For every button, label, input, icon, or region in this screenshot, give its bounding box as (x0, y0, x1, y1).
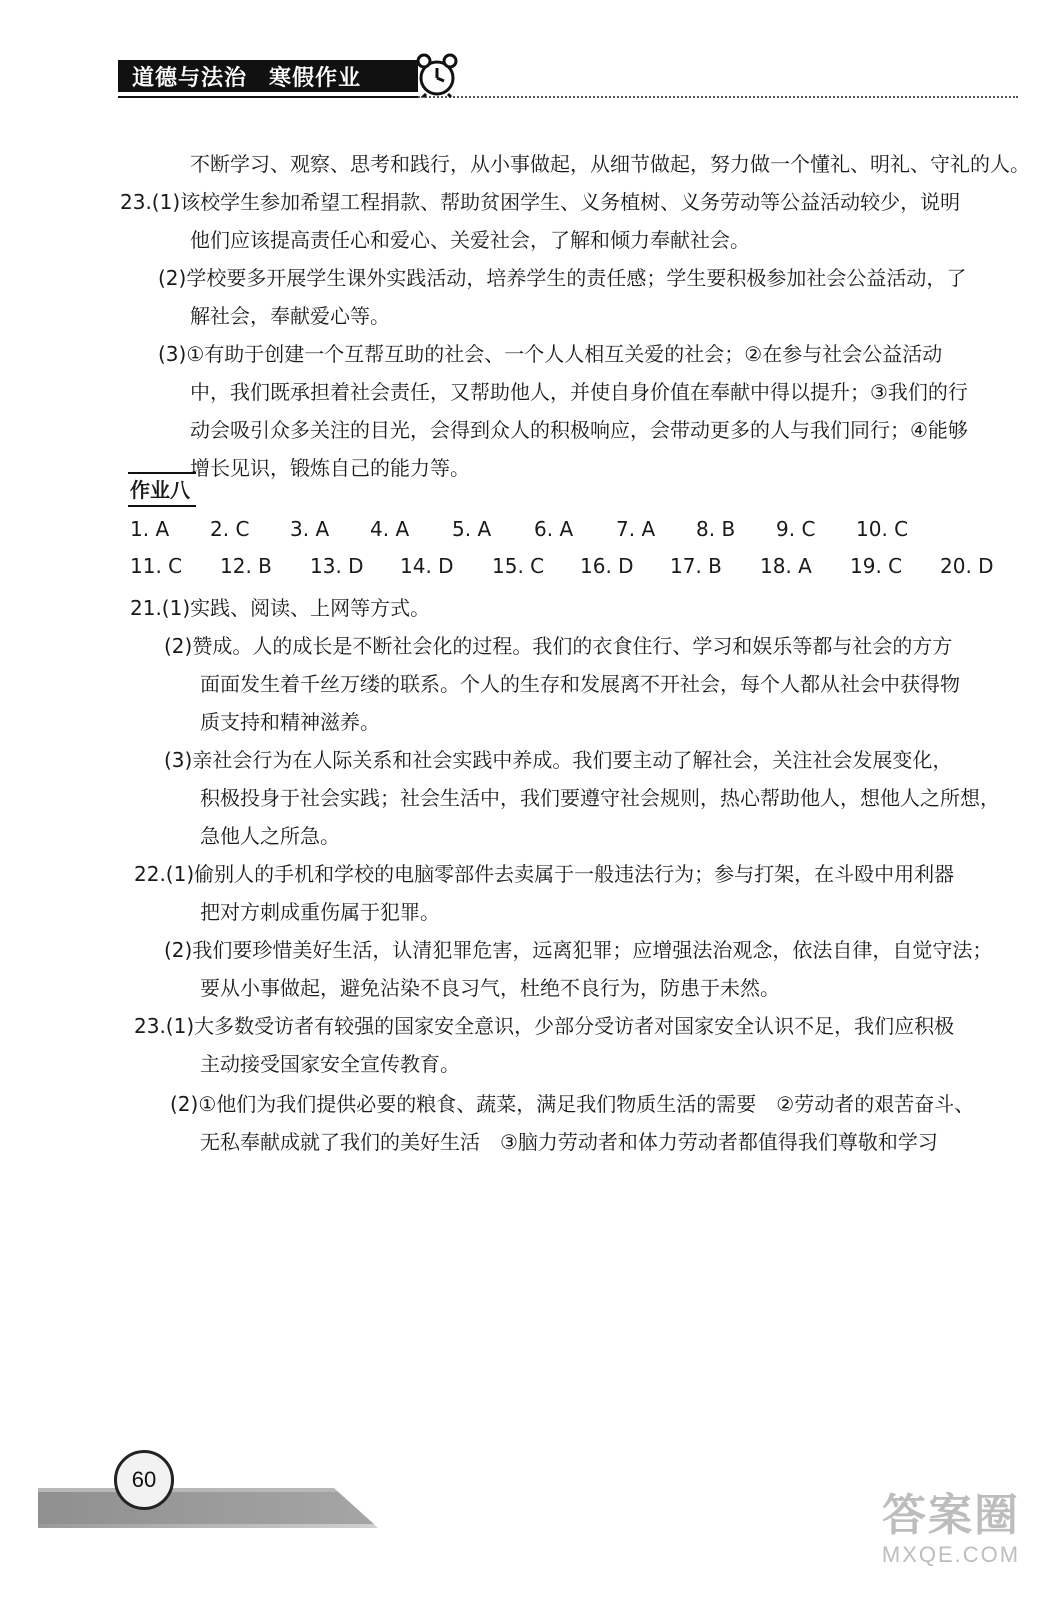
answer-line: 增长见识，锻炼自己的能力等。 (190, 456, 470, 480)
answer-line: 不断学习、观察、思考和践行，从小事做起，从细节做起，努力做一个懂礼、明礼、守礼的人。 (190, 152, 1030, 176)
section-title: 作业八 (128, 472, 196, 507)
mc-answer: 11. C (130, 554, 183, 578)
page-header (118, 52, 1018, 102)
answer-line: 23.(1)大多数受访者有较强的国家安全意识，少部分受访者对国家安全认识不足，我们应积极 (134, 1014, 955, 1038)
answer-line: (2)学校要多开展学生课外实践活动，培养学生的责任感；学生要积极参加社会公益活动，了 (158, 266, 967, 290)
answer-line: 动会吸引众多关注的目光，会得到众人的积极响应，会带动更多的人与我们同行；④能够 (190, 418, 968, 442)
mc-answer: 9. C (776, 517, 816, 541)
mc-answer: 17. B (670, 554, 722, 578)
mc-answer: 2. C (210, 517, 250, 541)
mc-answer: 12. B (220, 554, 272, 578)
answer-line: 22.(1)偷别人的手机和学校的电脑零部件去卖属于一般违法行为；参与打架，在斗殴中用利器 (134, 862, 955, 886)
watermark (866, 1490, 1036, 1590)
mc-answer: 8. B (696, 517, 736, 541)
header-title-bar (118, 60, 418, 92)
answer-line: 积极投身于社会实践；社会生活中，我们要遵守社会规则，热心帮助他人，想他人之所想， (200, 786, 1000, 810)
answer-line: (2)我们要珍惜美好生活，认清犯罪危害，远离犯罪；应增强法治观念，依法自律，自觉守法； (164, 938, 993, 962)
header-subject: 道德与法治 (132, 65, 248, 91)
answer-line: 急他人之所急。 (200, 824, 340, 848)
watermark-cn: 答案圈 (882, 1491, 1020, 1540)
answer-line: (2)①他们为我们提供必要的粮食、蔬菜，满足我们物质生活的需要 ②劳动者的艰苦奋斗、 (170, 1092, 975, 1116)
mc-answer: 16. D (580, 554, 634, 578)
mc-answer: 6. A (534, 517, 574, 541)
page-number: 60 (114, 1450, 174, 1510)
mc-answer: 7. A (616, 517, 656, 541)
answer-line: 无私奉献成就了我们的美好生活 ③脑力劳动者和体力劳动者都值得我们尊敬和学习 (200, 1130, 938, 1154)
mc-answer: 4. A (370, 517, 410, 541)
answer-line: 解社会，奉献爱心等。 (190, 304, 390, 328)
mc-answer: 15. C (492, 554, 545, 578)
answer-line: 把对方刺成重伤属于犯罪。 (200, 900, 440, 924)
mc-answer: 14. D (400, 554, 454, 578)
mc-answer: 5. A (452, 517, 492, 541)
answer-line: (3)亲社会行为在人际关系和社会实践中养成。我们要主动了解社会，关注社会发展变化， (164, 748, 953, 772)
answer-line: 质支持和精神滋养。 (200, 710, 380, 734)
answer-line: 21.(1)实践、阅读、上网等方式。 (130, 596, 431, 620)
answer-line: 23.(1)该校学生参加希望工程捐款、帮助贫困学生、义务植树、义务劳动等公益活动较少，说明 (120, 190, 961, 214)
footer-tab-shape (38, 1488, 378, 1530)
answer-line: (2)赞成。人的成长是不断社会化的过程。我们的衣食住行、学习和娱乐等都与社会的方方 (164, 634, 953, 658)
mc-answer: 1. A (130, 517, 170, 541)
mc-answer: 13. D (310, 554, 364, 578)
mc-answer: 20. D (940, 554, 994, 578)
header-dotted-rule (418, 96, 1018, 98)
answer-line: 主动接受国家安全宣传教育。 (200, 1052, 460, 1076)
answer-line: 中，我们既承担着社会责任，又帮助他人，并使自身价值在奉献中得以提升；③我们的行 (190, 380, 968, 404)
answer-line: 他们应该提高责任心和爱心、关爱社会，了解和倾力奉献社会。 (190, 228, 750, 252)
header-booklet: 寒假作业 (269, 65, 362, 91)
answer-line: (3)①有助于创建一个互帮互助的社会、一个人人相互关爱的社会；②在参与社会公益活动 (158, 342, 943, 366)
watermark-en: MXQE.COM (881, 1542, 1021, 1567)
mc-answer: 19. C (850, 554, 903, 578)
answer-line: 要从小事做起，避免沾染不良习气，杜绝不良行为，防患于未然。 (200, 976, 780, 1000)
answer-line: 面面发生着千丝万缕的联系。个人的生存和发展离不开社会，每个人都从社会中获得物 (200, 672, 960, 696)
header-rule (118, 96, 418, 98)
mc-answer: 3. A (290, 517, 330, 541)
alarm-clock-icon (414, 52, 460, 98)
mc-answer: 10. C (856, 517, 909, 541)
mc-answer: 18. A (760, 554, 812, 578)
